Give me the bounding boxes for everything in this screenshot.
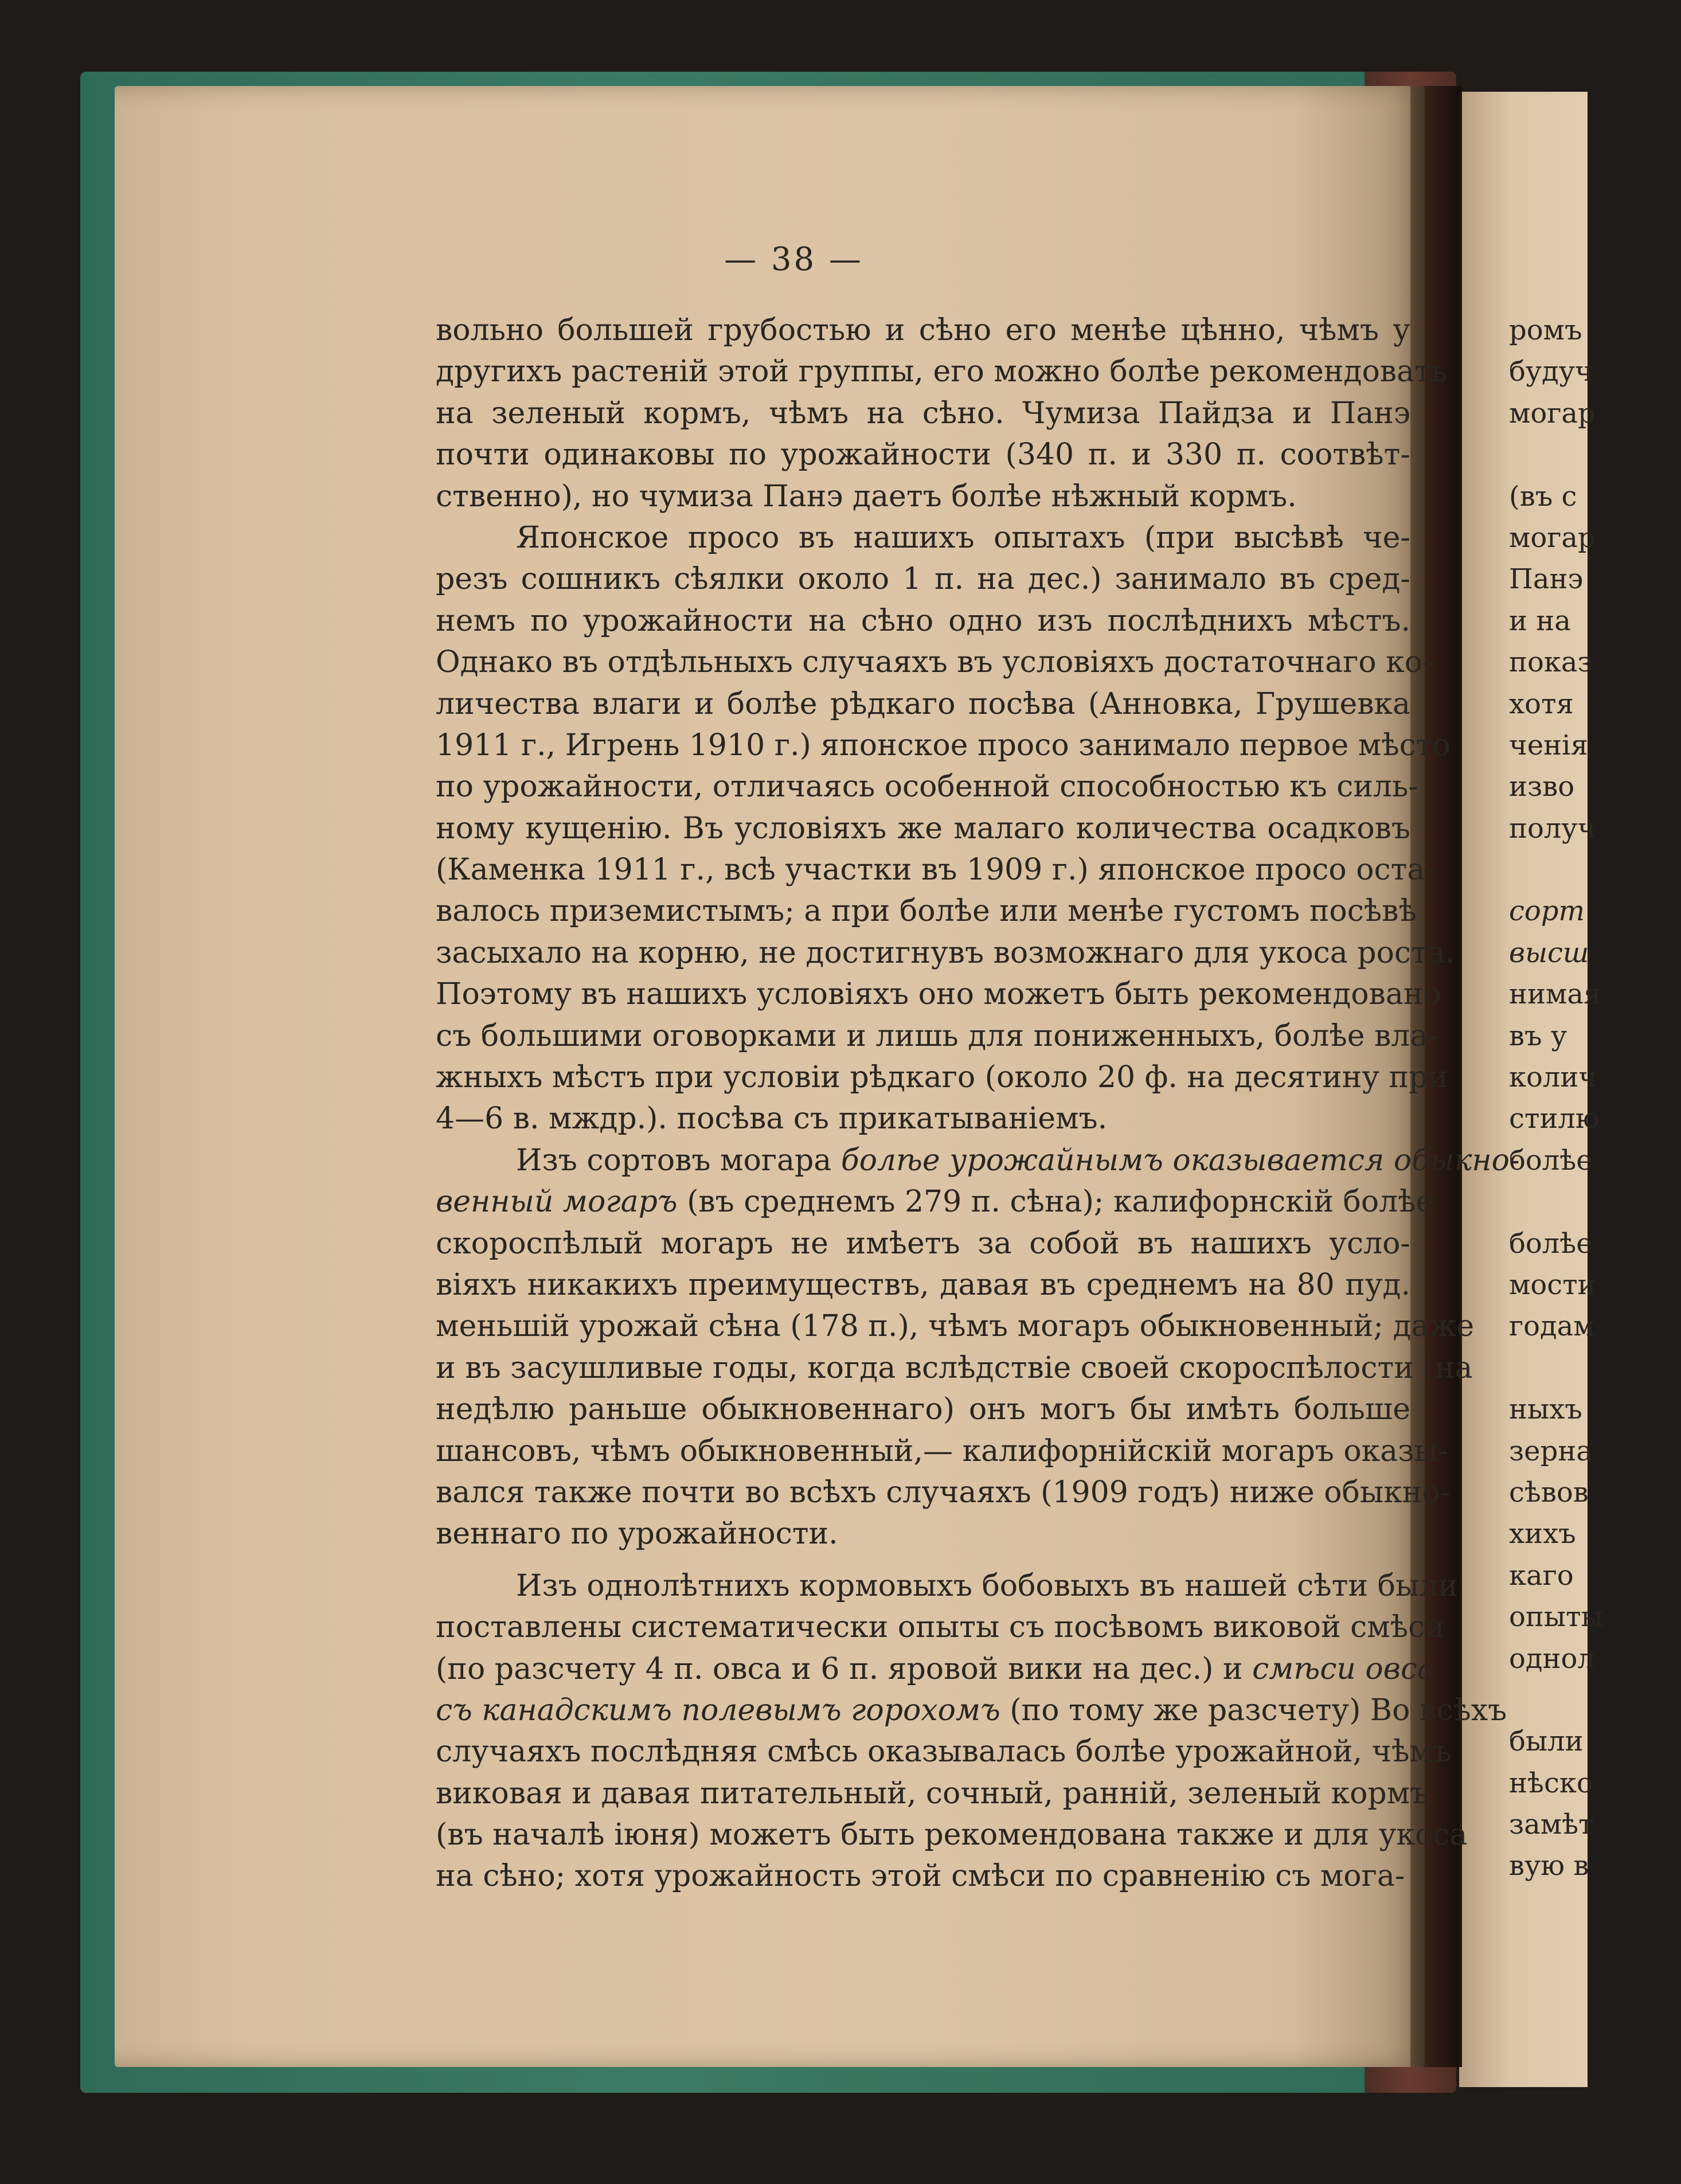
right-page-fragment: хотя — [1509, 687, 1574, 720]
text-line — [436, 1389, 1410, 1430]
text-line — [436, 1181, 1434, 1222]
right-page-fragment: ромъ — [1509, 314, 1582, 346]
right-page-fragment: были — [1509, 1725, 1584, 1758]
text-line — [436, 1098, 1410, 1139]
text-line — [436, 1347, 1473, 1389]
text-line — [436, 683, 1410, 725]
right-page-fragment: изво — [1509, 771, 1575, 803]
text-line — [436, 1431, 1448, 1472]
right-page-fragment: сѣвов — [1509, 1476, 1589, 1509]
italic-phrase: съ канадскимъ полевымъ горохомъ — [436, 1693, 1000, 1728]
text-line — [436, 434, 1410, 475]
text-line — [436, 1731, 1452, 1772]
right-page-fragment: вую в — [1509, 1850, 1589, 1882]
right-page-fragment — [1509, 849, 1681, 890]
text-run: валось приземистымъ; а при болѣе или менѣе густомъ посѣвѣ — [436, 894, 1417, 929]
text-run: (по тому же разсчету) Во всѣхъ — [1000, 1693, 1507, 1728]
text-run: Изъ сортовъ могара — [516, 1143, 841, 1178]
body-text — [436, 310, 1520, 1897]
right-page-fragment: ныхъ — [1509, 1393, 1582, 1426]
right-page-fragment: Панэ — [1509, 563, 1584, 596]
right-page-fragment — [1509, 1181, 1681, 1222]
right-page-fragment: нѣско — [1509, 1767, 1593, 1799]
text-line — [436, 1648, 1436, 1690]
text-run: 4—6 в. мждр.). посѣва съ прикатываніемъ. — [436, 1101, 1108, 1136]
right-page-fragment: сорт — [1509, 895, 1585, 928]
text-line — [436, 1565, 1458, 1607]
right-page-fragment: будуч — [1509, 355, 1593, 388]
right-page-fragment: въ у — [1509, 1019, 1567, 1052]
text-run: віяхъ никакихъ преимуществъ, давая въ среднемъ на 80 пуд. — [436, 1267, 1410, 1302]
text-run: (въ началѣ іюня) можетъ быть рекомендована также и для укоса — [436, 1818, 1468, 1853]
text-run: личества влаги и болѣе рѣдкаго посѣва (Анновка, Грушевка — [436, 686, 1410, 721]
right-page-fragment: нимая — [1509, 978, 1601, 1011]
text-run: недѣлю раньше обыкновеннаго) онъ могъ бы имѣть больше — [436, 1392, 1410, 1427]
text-run: (Каменка 1911 г., всѣ участки въ 1909 г.) японское просо оста- — [436, 853, 1435, 888]
right-page-fragment: годам — [1509, 1310, 1595, 1343]
text-run: на сѣно; хотя урожайность этой смѣси по сравненію съ мога- — [436, 1859, 1405, 1894]
right-page-fragment: замѣт — [1509, 1808, 1594, 1841]
text-run: на зеленый кормъ, чѣмъ на сѣно. Чумиза Пайдза и Панэ — [436, 396, 1410, 431]
right-page-fragment: (въ с — [1509, 480, 1577, 513]
right-page-fragment: хихъ — [1509, 1518, 1576, 1550]
text-line — [436, 1140, 1520, 1181]
text-run: резъ сошникъ сѣялки около 1 п. на дес.) занимало въ сред- — [436, 562, 1410, 597]
text-run: и въ засушливые годы, когда вслѣдствіе своей скороспѣлости (на — [436, 1350, 1473, 1385]
text-line — [436, 1015, 1438, 1057]
text-run: Поэтому въ нашихъ условіяхъ оно можетъ быть рекомендовано — [436, 977, 1441, 1012]
text-line — [436, 1223, 1410, 1264]
text-run: (въ среднемъ 279 п. сѣна); калифорнскій болѣе — [677, 1185, 1434, 1220]
text-line — [436, 1607, 1445, 1648]
right-page-fragment: однол — [1509, 1642, 1595, 1675]
italic-phrase: болѣе урожайнымъ оказывается обыкно- — [840, 1143, 1520, 1178]
text-line — [436, 642, 1433, 683]
text-run: случаяхъ послѣдняя смѣсь оказывалась болѣе урожайной, чѣмъ — [436, 1734, 1452, 1769]
text-run: поставлены систематически опыты съ посѣвомъ виковой смѣси — [436, 1610, 1445, 1645]
text-run: немъ по урожайности на сѣно одно изъ послѣднихъ мѣстъ. — [436, 603, 1410, 638]
text-line — [436, 1306, 1475, 1347]
text-run: виковая и давая питательный, сочный, ранній, зеленый кормъ — [436, 1776, 1429, 1811]
text-line — [436, 1264, 1410, 1306]
text-run: Однако въ отдѣльныхъ случаяхъ въ условіяхъ достаточнаго ко- — [436, 645, 1433, 680]
text-line — [436, 558, 1410, 600]
text-line — [436, 725, 1451, 766]
right-page-fragment: могар — [1509, 521, 1596, 554]
right-page-fragment: колич — [1509, 1061, 1597, 1094]
text-run: жныхъ мѣстъ при условіи рѣдкаго (около 20 ф. на десятину при — [436, 1060, 1448, 1095]
text-line — [436, 600, 1410, 642]
text-run: вольно большей грубостью и сѣно его менѣе цѣнно, чѣмъ у — [436, 313, 1410, 347]
right-page-fragment: и на — [1509, 604, 1571, 637]
text-line — [436, 1690, 1507, 1731]
italic-phrase: венный могаръ — [436, 1185, 678, 1220]
text-line — [436, 351, 1448, 392]
text-line — [436, 849, 1435, 890]
right-page-fragment — [1509, 434, 1681, 475]
text-run: по урожайности, отличаясь особенной способностью къ силь- — [436, 769, 1418, 804]
right-page-fragment: опыты — [1509, 1601, 1603, 1634]
text-line — [436, 974, 1441, 1015]
text-run: ному кущенію. Въ условіяхъ же малаго количества осадковъ — [436, 811, 1410, 846]
right-page-fragment: получ — [1509, 812, 1596, 845]
text-run: вался также почти во всѣхъ случаяхъ (1909 годъ) ниже обыкно- — [436, 1475, 1451, 1510]
text-run: скороспѣлый могаръ не имѣетъ за собой въ нашихъ усло- — [436, 1226, 1410, 1261]
text-run: веннаго по урожайности. — [436, 1517, 838, 1552]
text-run: 1911 г., Игрень 1910 г.) японское просо занимало первое мѣсто — [436, 728, 1451, 763]
right-page-fragment: могар — [1509, 397, 1596, 429]
page-number: — 38 — — [724, 241, 863, 278]
right-page-fragment: показ — [1509, 646, 1593, 679]
text-run: Японское просо въ нашихъ опытахъ (при высѣвѣ че- — [516, 520, 1410, 555]
text-line — [436, 808, 1410, 849]
text-line — [436, 1814, 1468, 1855]
text-line — [436, 476, 1410, 517]
right-page-text-fragments — [1509, 310, 1681, 1887]
text-line — [436, 517, 1410, 558]
right-page-fragment: ченія — [1509, 729, 1588, 761]
text-run: (по разсчету 4 п. овса и 6 п. яровой вики на дес.) и — [436, 1651, 1253, 1686]
text-line — [436, 766, 1418, 807]
text-run: почти одинаковы по урожайности (340 п. и 330 п. соотвѣт- — [436, 437, 1410, 472]
text-line — [436, 1472, 1451, 1513]
right-page-fragment: болѣе — [1509, 1144, 1593, 1177]
italic-phrase: смѣси овса — [1252, 1651, 1436, 1686]
text-line — [436, 1773, 1429, 1814]
text-line — [436, 310, 1410, 351]
text-run: шансовъ, чѣмъ обыкновенный,— калифорнійскій могаръ оказы- — [436, 1433, 1448, 1468]
right-page-fragment: стилю — [1509, 1103, 1600, 1135]
right-page-fragment: мости — [1509, 1268, 1596, 1301]
right-page-fragment: высш — [1509, 936, 1589, 969]
text-run: ственно), но чумиза Панэ даетъ болѣе нѣжный кормъ. — [436, 479, 1297, 514]
text-line — [436, 890, 1417, 932]
text-line — [436, 932, 1455, 974]
text-line — [436, 1057, 1448, 1098]
text-run: съ большими оговорками и лишь для пониженныхъ, болѣе вла- — [436, 1018, 1438, 1053]
right-page-fragment: зерна — [1509, 1435, 1593, 1467]
text-run: другихъ растеній этой группы, его можно болѣе рекомендовать — [436, 354, 1448, 389]
text-run: Изъ однолѣтнихъ кормовыхъ бобовыхъ въ нашей сѣти были — [516, 1568, 1458, 1603]
text-run: засыхало на корню, не достигнувъ возможнаго для укоса роста. — [436, 935, 1455, 970]
right-page-fragment: каго — [1509, 1559, 1574, 1592]
text-line — [436, 1513, 1410, 1554]
right-page-fragment — [1509, 1679, 1681, 1721]
text-line — [436, 1855, 1410, 1897]
text-line — [436, 393, 1410, 434]
text-run: меньшій урожай сѣна (178 п.), чѣмъ могаръ обыкновенный; даже — [436, 1309, 1475, 1344]
right-page-fragment: болѣе — [1509, 1227, 1593, 1260]
right-page-fragment — [1509, 1347, 1681, 1389]
